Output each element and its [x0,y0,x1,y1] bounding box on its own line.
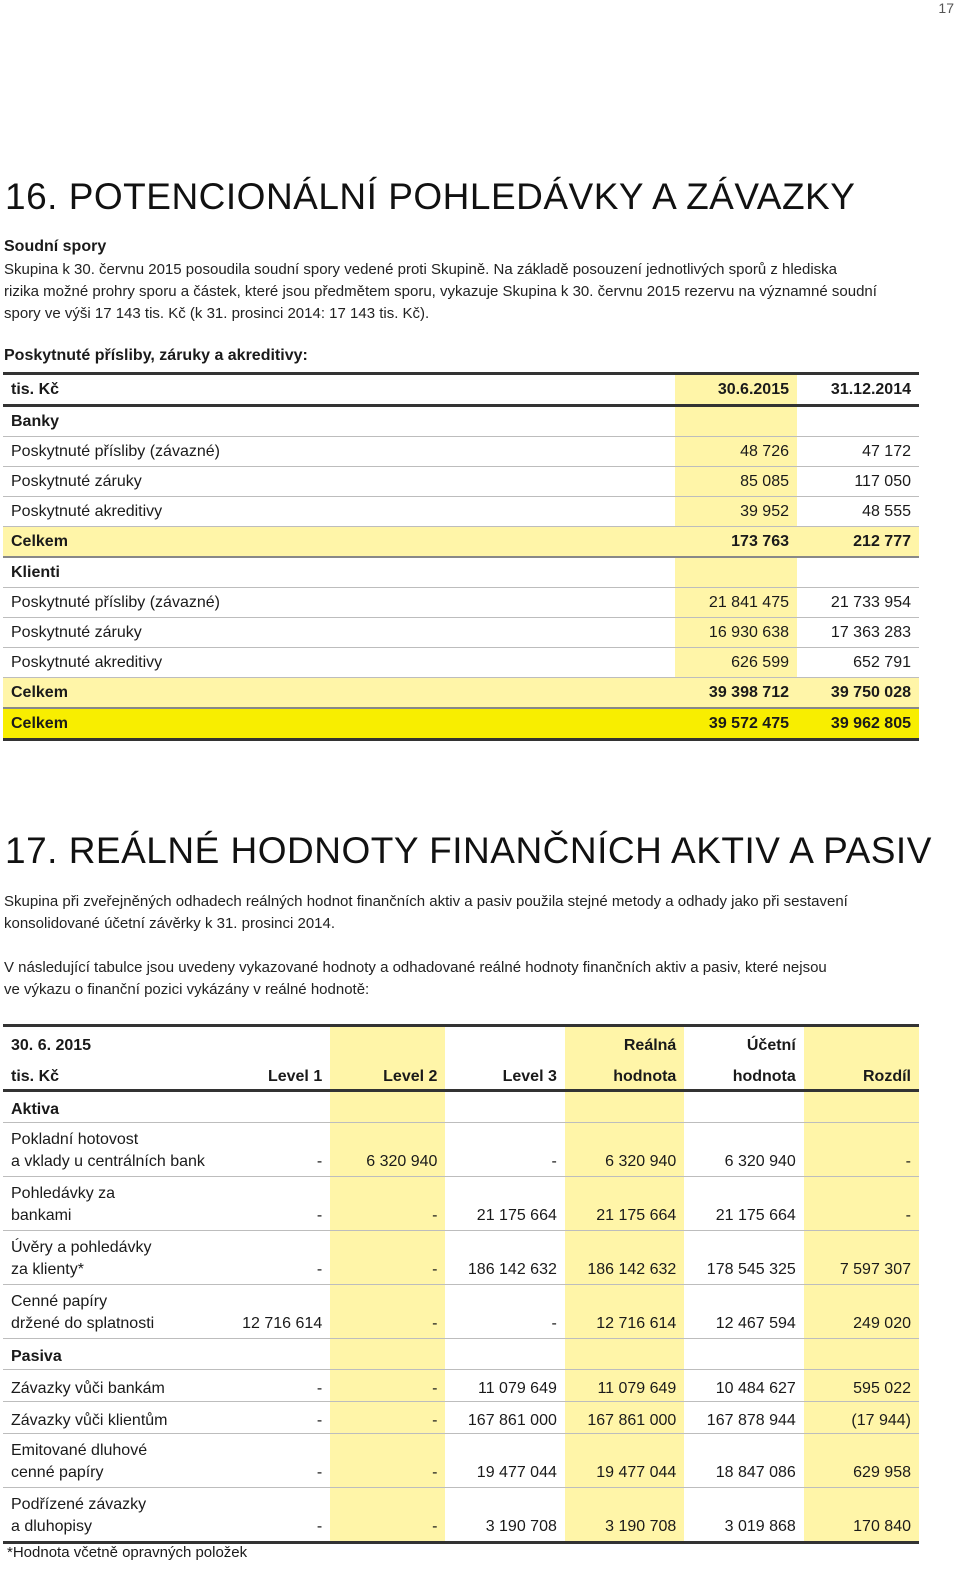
header-level-2: Level 2 [330,1058,445,1091]
cell-2015: 39 572 475 [675,708,797,740]
header-level-3: Level 3 [445,1058,564,1091]
paragraph-line: ve výkazu o finanční pozici vykázány v reálné hodnotě: [4,981,370,998]
header-difference: Rozdíl [804,1058,919,1091]
cell-level-1: - [213,1370,330,1402]
cell-fair-value: 186 142 632 [565,1231,684,1285]
header-level-1: Level 1 [213,1058,330,1091]
cell-level-3: 3 190 708 [445,1488,564,1543]
cell-difference: 629 958 [804,1434,919,1488]
group-row-banky [3,406,919,437]
page-number: 17 [938,0,954,16]
cell-2015: 173 763 [675,527,797,558]
cell-book-value: 12 467 594 [684,1285,803,1339]
subtotal-row-klienti [3,678,919,709]
cell-level-2: - [330,1402,445,1434]
table-row [3,467,919,497]
cell-level-1: - [213,1434,330,1488]
cell-level-3: 186 142 632 [445,1231,564,1285]
header-unit: tis. Kč [3,374,675,406]
cell-book-value: 10 484 627 [684,1370,803,1402]
row-label: Závazky vůči klientům [3,1402,213,1434]
row-label: Celkem [3,708,675,740]
group-row-pasiva [3,1339,919,1370]
paragraph-line: Skupina k 30. červnu 2015 posoudila soudní spory vedené proti Skupině. Na základě posouzení jednotlivých sporů z hlediska [4,261,838,278]
cell-difference: 249 020 [804,1285,919,1339]
cell-level-3: 11 079 649 [445,1370,564,1402]
cell-book-value: 18 847 086 [684,1434,803,1488]
table-row [3,648,919,678]
table-header-row [3,374,919,406]
cell-level-2: 6 320 940 [330,1123,445,1177]
cell-2015: 85 085 [675,467,797,497]
table-row [3,437,919,467]
row-label: Pokladní hotovost a vklady u centrálních bank [3,1123,213,1177]
cell-level-3: - [445,1123,564,1177]
cell-2015: 48 726 [675,437,797,467]
table-row [3,1402,919,1434]
cell-fair-value: 21 175 664 [565,1177,684,1231]
cell-2015: 626 599 [675,648,797,678]
table-row [3,1231,919,1285]
header-fair-value-2: hodnota [565,1058,684,1091]
row-label: Pohledávky za bankami [3,1177,213,1231]
table-row [3,1434,919,1488]
cell-difference: (17 944) [804,1402,919,1434]
commitments-table [3,372,919,741]
cell-fair-value: 167 861 000 [565,1402,684,1434]
row-label: Celkem [3,678,675,709]
cell-fair-value: 6 320 940 [565,1123,684,1177]
cell-level-1: - [213,1123,330,1177]
row-label: Poskytnuté akreditivy [3,497,675,527]
cell-2014: 117 050 [797,467,919,497]
cell-2015: 16 930 638 [675,618,797,648]
cell-2015: 39 952 [675,497,797,527]
cell-level-2: - [330,1285,445,1339]
row-label: Závazky vůči bankám [3,1370,213,1402]
cell-2014: 21 733 954 [797,588,919,618]
row-label: Poskytnuté akreditivy [3,648,675,678]
cell-2014: 48 555 [797,497,919,527]
cell-2014: 39 750 028 [797,678,919,709]
header-book-value-2: hodnota [684,1058,803,1091]
cell-level-1: 12 716 614 [213,1285,330,1339]
header-book-value-1: Účetní [684,1026,803,1059]
subheading-prisliby: Poskytnuté přísliby, záruky a akreditivy: [4,347,308,364]
cell-2014: 39 962 805 [797,708,919,740]
row-label: Emitované dluhové cenné papíry [3,1434,213,1488]
cell-level-1: - [213,1488,330,1543]
header-col-2015: 30.6.2015 [675,374,797,406]
paragraph-metody [4,891,924,935]
group-label: Aktiva [3,1091,213,1123]
row-label: Poskytnuté přísliby (závazné) [3,588,675,618]
table-header-row [3,1058,919,1091]
cell-2015: 39 398 712 [675,678,797,709]
table-header-row [3,1026,919,1059]
header-date: 30. 6. 2015 [3,1026,213,1059]
table-row [3,1370,919,1402]
subtotal-row-banky [3,527,919,558]
cell-fair-value: 11 079 649 [565,1370,684,1402]
cell-2014: 212 777 [797,527,919,558]
cell-2014: 47 172 [797,437,919,467]
fair-value-table [3,1024,919,1544]
cell-level-2: - [330,1177,445,1231]
cell-difference: - [804,1177,919,1231]
table-row [3,618,919,648]
cell-level-2: - [330,1488,445,1543]
paragraph-line: Skupina při zveřejněných odhadech reálných hodnot finančních aktiv a pasiv použila stejné metody a odhady jako při sestavení [4,893,848,910]
cell-book-value: 21 175 664 [684,1177,803,1231]
cell-level-3: 21 175 664 [445,1177,564,1231]
cell-difference: 170 840 [804,1488,919,1543]
subheading-soudni-spory: Soudní spory [4,238,107,255]
cell-book-value: 178 545 325 [684,1231,803,1285]
cell-difference: 7 597 307 [804,1231,919,1285]
paragraph-soudni-spory [4,259,924,325]
header-fair-value-1: Reálná [565,1026,684,1059]
row-label: Celkem [3,527,675,558]
cell-level-2: - [330,1370,445,1402]
row-label: Poskytnuté záruky [3,467,675,497]
row-label: Podřízené závazky a dluhopisy [3,1488,213,1543]
paragraph-tabulka [4,957,924,1001]
cell-level-3: 19 477 044 [445,1434,564,1488]
cell-difference: - [804,1123,919,1177]
group-label: Banky [3,406,675,437]
cell-level-3: 167 861 000 [445,1402,564,1434]
section-16-title: 16. POTENCIONÁLNÍ POHLEDÁVKY A ZÁVAZKY [5,176,856,217]
footnote: *Hodnota včetně opravných položek [7,1544,248,1561]
cell-fair-value: 19 477 044 [565,1434,684,1488]
cell-level-1: - [213,1231,330,1285]
cell-2014: 17 363 283 [797,618,919,648]
group-row-klienti [3,557,919,588]
cell-2014: 652 791 [797,648,919,678]
cell-level-2: - [330,1434,445,1488]
cell-fair-value: 3 190 708 [565,1488,684,1543]
group-row-aktiva [3,1091,919,1123]
cell-difference: 595 022 [804,1370,919,1402]
paragraph-line: rizika možné prohry sporu a částek, které jsou předmětem sporu, vykazuje Skupina k 30. červnu 2015 rezervu na významné soudní [4,283,877,300]
section-17-title: 17. REÁLNÉ HODNOTY FINANČNÍCH AKTIV A PASIV [5,830,932,871]
cell-level-3: - [445,1285,564,1339]
table-row [3,588,919,618]
cell-level-1: - [213,1402,330,1434]
cell-level-1: - [213,1177,330,1231]
row-label: Cenné papíry držené do splatnosti [3,1285,213,1339]
cell-book-value: 6 320 940 [684,1123,803,1177]
group-label: Pasiva [3,1339,213,1370]
cell-2015: 21 841 475 [675,588,797,618]
row-label: Poskytnuté přísliby (závazné) [3,437,675,467]
paragraph-line: konsolidované účetní závěrky k 31. prosinci 2014. [4,915,336,932]
cell-book-value: 3 019 868 [684,1488,803,1543]
table-row [3,497,919,527]
cell-level-2: - [330,1231,445,1285]
grand-total-row [3,708,919,740]
cell-book-value: 167 878 944 [684,1402,803,1434]
header-col-2014: 31.12.2014 [797,374,919,406]
table-row [3,1177,919,1231]
row-label: Úvěry a pohledávky za klienty* [3,1231,213,1285]
row-label: Poskytnuté záruky [3,618,675,648]
table-row [3,1488,919,1543]
cell-fair-value: 12 716 614 [565,1285,684,1339]
header-unit: tis. Kč [3,1058,213,1091]
group-label: Klienti [3,557,675,588]
paragraph-line: V následující tabulce jsou uvedeny vykazované hodnoty a odhadované reálné hodnoty finančních aktiv a pasiv, které nejsou [4,959,827,976]
paragraph-line: spory ve výši 17 143 tis. Kč (k 31. prosinci 2014: 17 143 tis. Kč). [4,305,430,322]
table-row [3,1285,919,1339]
table-row [3,1123,919,1177]
